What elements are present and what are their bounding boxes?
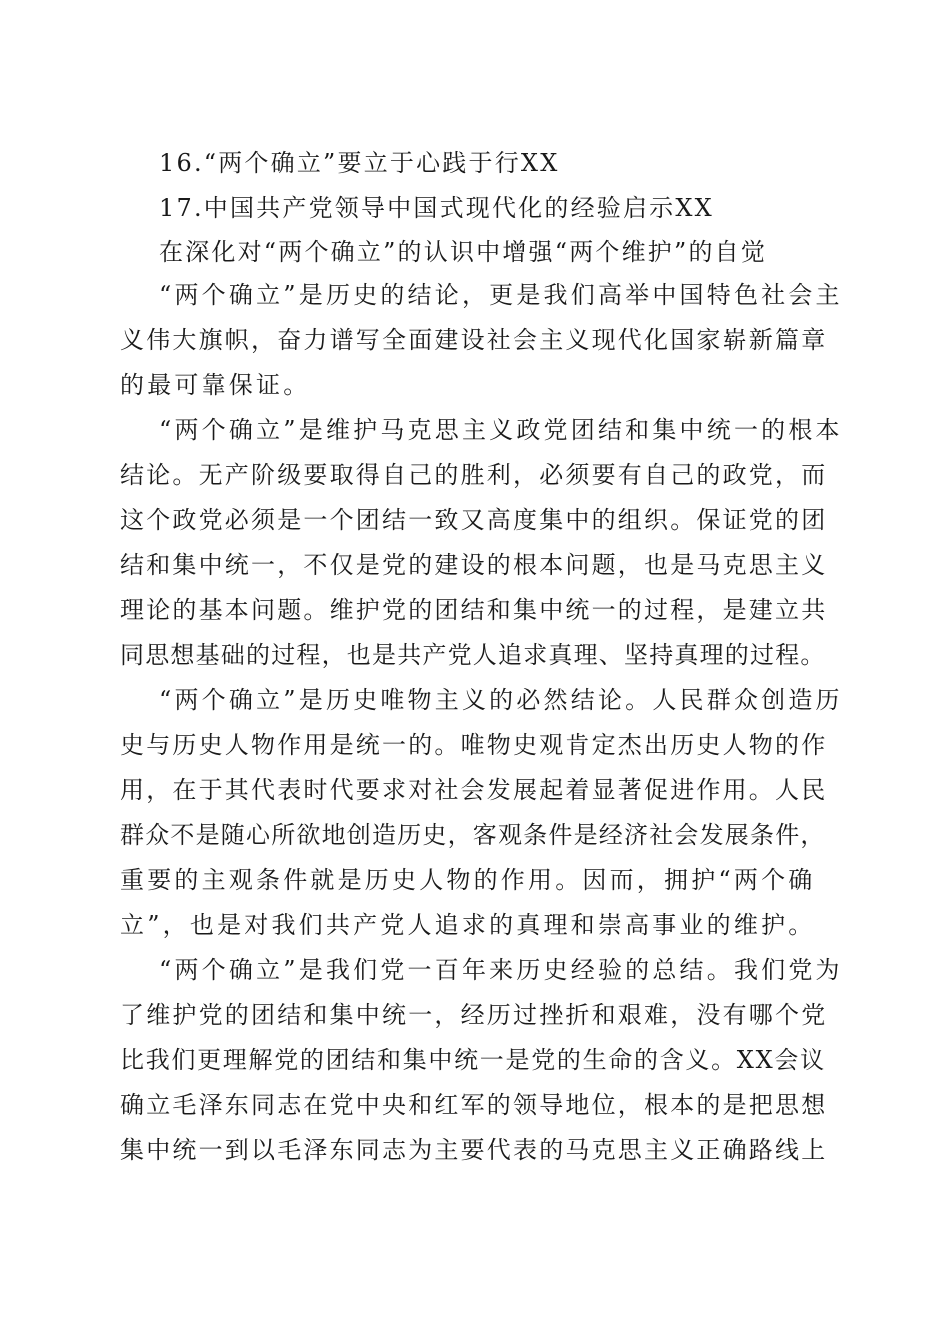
paragraph-2-line-1: “两个确立”是维护马克思主义政党团结和集中统一的根本 [159,416,843,444]
paragraph-2-line-2: 结论。无产阶级要取得自己的胜利，必须要有自己的政党，而 [120,461,828,489]
paragraph-3-line-4: 群众不是随心所欲地创造历史，客观条件是经济社会发展条件， [120,821,826,849]
paragraph-1-line-3: 的最可靠保证。 [120,371,311,399]
paragraph-2-line-5: 理论的基本问题。维护党的团结和集中统一的过程，是建立共 [120,596,828,624]
paragraph-1-line-1: “两个确立”是历史的结论，更是我们高举中国特色社会主 [159,281,843,309]
paragraph-4-line-2: 了维护党的团结和集中统一，经历过挫折和艰难，没有哪个党 [120,1001,828,1029]
paragraph-2-line-6: 同思想基础的过程，也是共产党人追求真理、坚持真理的过程。 [120,641,826,669]
paragraph-3-line-5: 重要的主观条件就是历史人物的作用。因而，拥护“两个确 [120,866,816,894]
paragraph-2-line-4: 结和集中统一，不仅是党的建设的根本问题，也是马克思主义 [120,551,828,579]
paragraph-3-line-2: 史与历史人物作用是统一的。唯物史观肯定杰出历史人物的作 [120,731,828,759]
paragraph-3-line-1: “两个确立”是历史唯物主义的必然结论。人民群众创造历 [159,686,843,714]
paragraph-1-line-2: 义伟大旗帜，奋力谱写全面建设社会主义现代化国家崭新篇章 [120,326,828,354]
paragraph-4-line-4: 确立毛泽东同志在党中央和红军的领导地位，根本的是把思想 [120,1091,828,1119]
paragraph-3-line-6: 立”，也是对我们共产党人追求的真理和崇高事业的维护。 [120,911,816,939]
paragraph-4-line-5: 集中统一到以毛泽东同志为主要代表的马克思主义正确路线上 [120,1136,828,1164]
list-item-17: 17.中国共产党领导中国式现代化的经验启示XX [159,194,714,222]
paragraph-3-line-3: 用，在于其代表时代要求对社会发展起着显著促进作用。人民 [120,776,828,804]
list-item-16: 16.“两个确立”要立于心践于行XX [159,149,560,177]
paragraph-4-line-3: 比我们更理解党的团结和集中统一是党的生命的含义。XX会议 [120,1046,826,1074]
paragraph-4-line-1: “两个确立”是我们党一百年来历史经验的总结。我们党为 [159,956,843,984]
paragraph-2-line-3: 这个政党必须是一个团结一致又高度集中的组织。保证党的团 [120,506,828,534]
article-title: 在深化对“两个确立”的认识中增强“两个维护”的自觉 [159,238,768,266]
